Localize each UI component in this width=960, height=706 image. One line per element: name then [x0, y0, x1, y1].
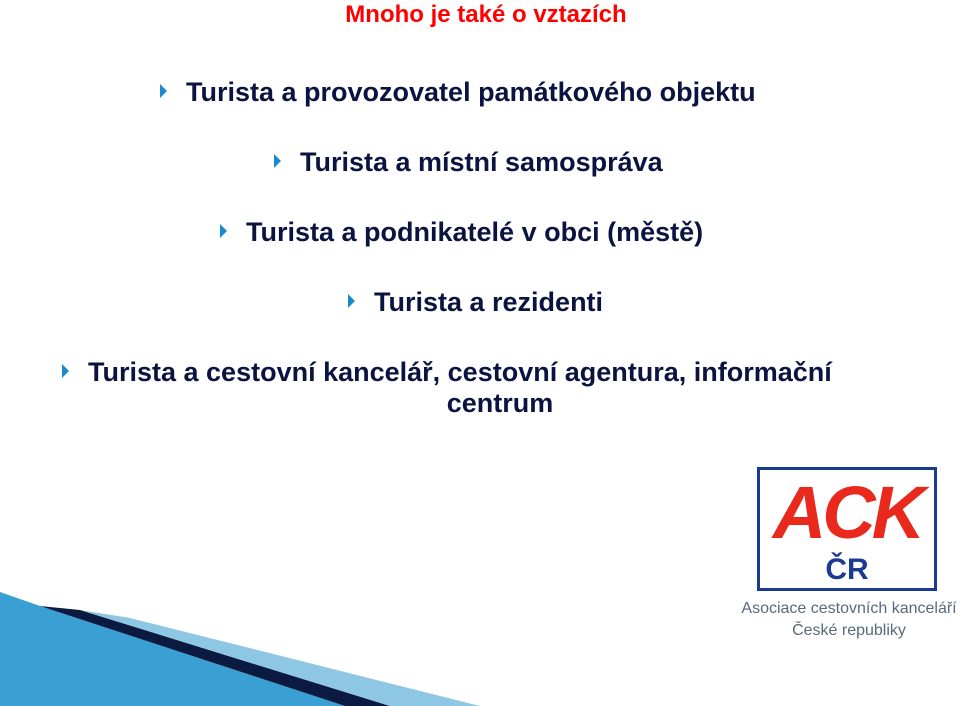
logo-caption-line1: Asociace cestovních kanceláří [741, 600, 957, 617]
logo-country-text: ČR [825, 553, 869, 586]
bullet-text: Turista a provozovatel památkového objektu [186, 77, 756, 107]
bullet-text: Turista a cestovní kancelář, cestovní agentura, informační [88, 357, 832, 387]
bullet-text: Turista a podnikatelé v obci (městě) [246, 217, 704, 247]
logo-ack-text: ACK [772, 471, 922, 554]
bullet-text: Turista a rezidenti [374, 287, 604, 317]
slide-title: Mnoho je také o vztazích [345, 1, 627, 28]
bullet-text: Turista a místní samospráva [300, 147, 663, 177]
logo-caption-line2: České republiky [792, 622, 906, 639]
bullet-text-continuation: centrum [446, 388, 554, 418]
